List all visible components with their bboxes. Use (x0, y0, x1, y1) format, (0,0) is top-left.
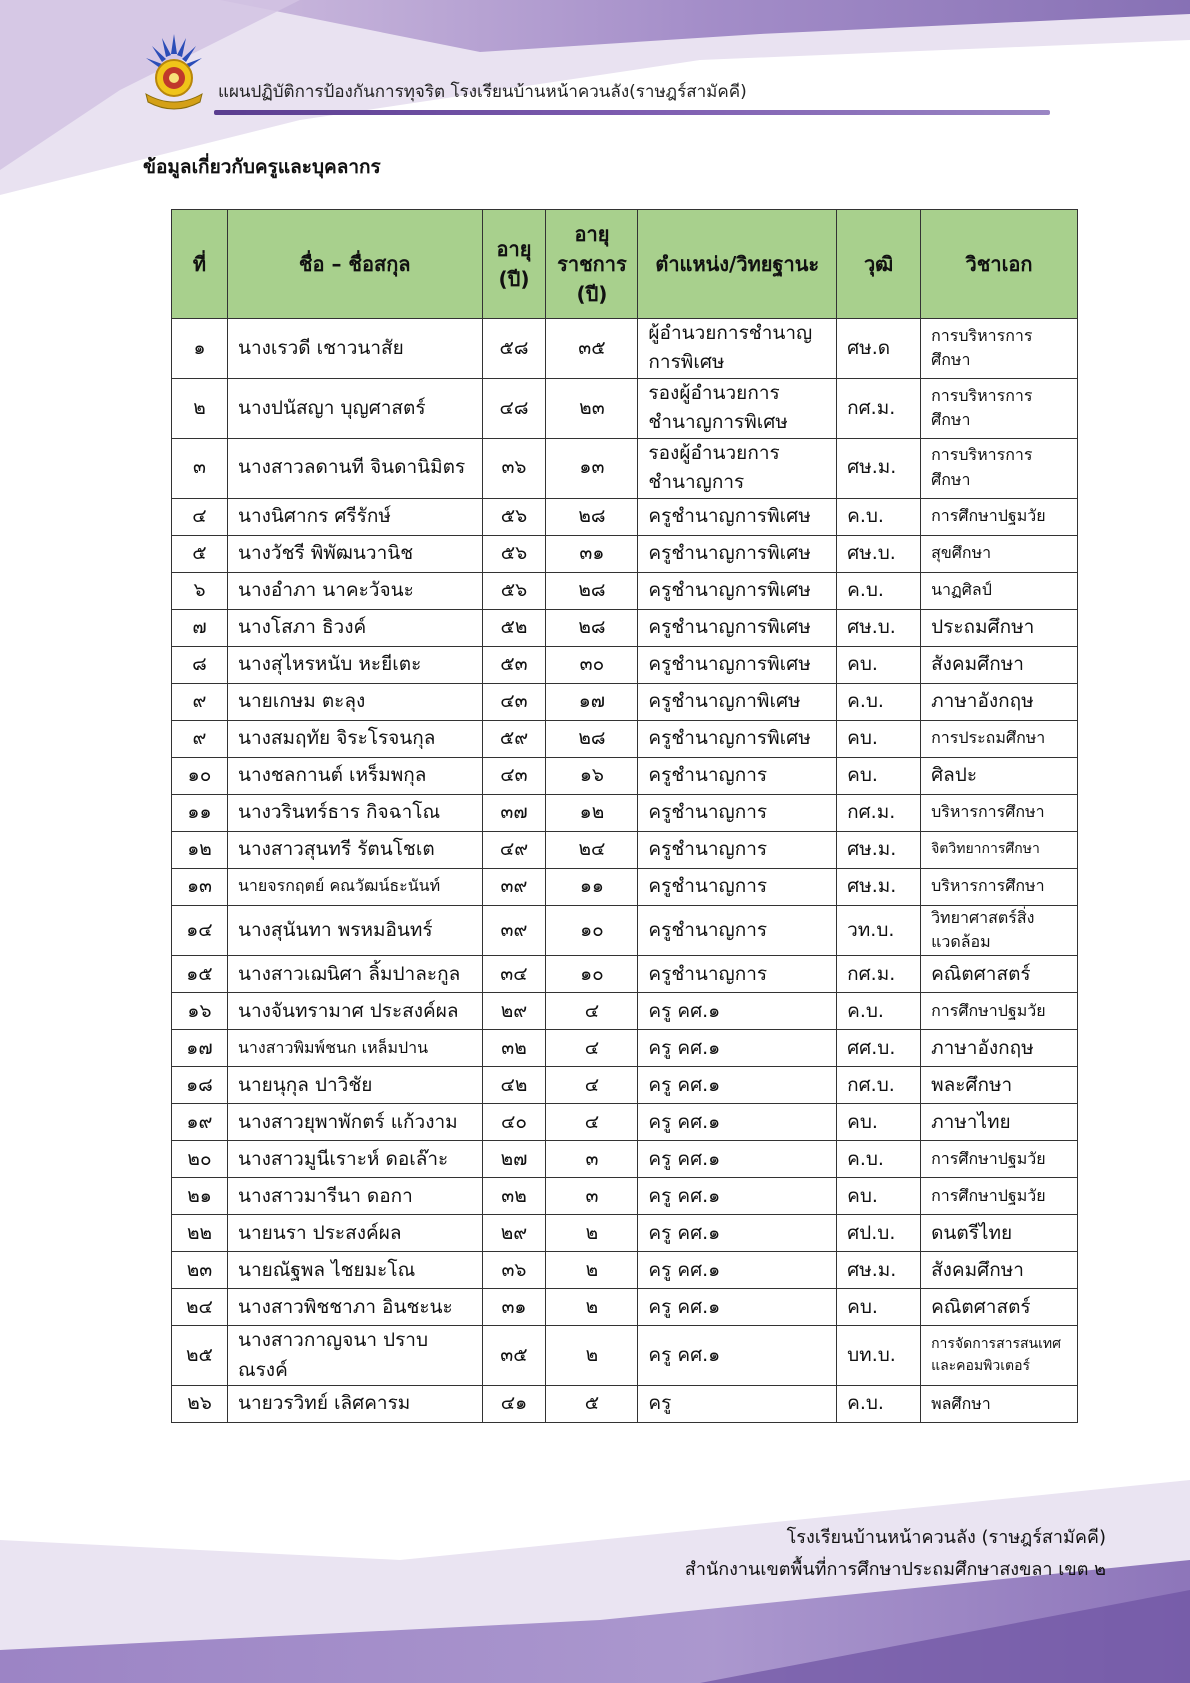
cell-no: ๙ (172, 720, 228, 757)
cell-age: ๓๒ (482, 1178, 546, 1215)
cell-major: บริหารการศึกษา (921, 868, 1078, 905)
table-row (172, 831, 1078, 868)
cell-no: ๒๑ (172, 1178, 228, 1215)
cell-no: ๑๑ (172, 794, 228, 831)
cell-position: ครูชำนาญการพิเศษ (638, 572, 837, 609)
cell-degree: คบ. (837, 646, 921, 683)
cell-position: ครู คศ.๑ (638, 993, 837, 1030)
cell-age: ๓๗ (482, 794, 546, 831)
table-row (172, 956, 1078, 993)
cell-position: ครู คศ.๑ (638, 1178, 837, 1215)
cell-service: ๓๑ (546, 535, 638, 572)
cell-service: ๑๐ (546, 905, 638, 956)
cell-position: ครูชำนาญกาพิเศษ (638, 683, 837, 720)
cell-major: พลศึกษา (921, 1386, 1078, 1423)
header-degree: วุฒิ (837, 210, 921, 319)
cell-position: ครูชำนาญการ (638, 757, 837, 794)
cell-degree: ศษ.ด (837, 319, 921, 379)
cell-position: ครูชำนาญการ (638, 794, 837, 831)
header-service-line1: อายุ (574, 222, 610, 246)
table-row (172, 572, 1078, 609)
cell-position: ครู คศ.๑ (638, 1030, 837, 1067)
cell-degree: ศษ.ม. (837, 831, 921, 868)
cell-service: ๓ (546, 1141, 638, 1178)
cell-age: ๔๘ (482, 378, 546, 438)
table-row (172, 1178, 1078, 1215)
cell-age: ๕๙ (482, 720, 546, 757)
cell-position: ครูชำนาญการพิเศษ (638, 609, 837, 646)
cell-name: นางอำภา นาคะวัจนะ (227, 572, 482, 609)
cell-major: การบริหารการศึกษา (921, 319, 1078, 379)
cell-major: การศึกษาปฐมวัย (921, 498, 1078, 535)
header-age (482, 210, 546, 319)
cell-position: ครูชำนาญการ (638, 868, 837, 905)
cell-service: ๓๐ (546, 646, 638, 683)
cell-position: ครู คศ.๑ (638, 1326, 837, 1386)
cell-no: ๘ (172, 646, 228, 683)
table-row (172, 1289, 1078, 1326)
cell-major: นาฏศิลป์ (921, 572, 1078, 609)
table-row (172, 794, 1078, 831)
page-footer (685, 1522, 1106, 1585)
cell-no: ๒๒ (172, 1215, 228, 1252)
cell-no: ๑๘ (172, 1067, 228, 1104)
header-age-line1: อายุ (496, 237, 532, 261)
cell-age: ๓๖ (482, 438, 546, 498)
cell-no: ๒๔ (172, 1289, 228, 1326)
cell-name: นางสาวเฌนิศา ลิ้มปาละกูล (227, 956, 482, 993)
cell-no: ๕ (172, 535, 228, 572)
cell-name: นางสาวสุนทรี รัตนโชเต (227, 831, 482, 868)
cell-degree: คบ. (837, 1178, 921, 1215)
cell-no: ๑๐ (172, 757, 228, 794)
table-row (172, 720, 1078, 757)
header-major: วิชาเอก (921, 210, 1078, 319)
cell-degree: ศป.บ. (837, 1215, 921, 1252)
cell-service: ๑๒ (546, 794, 638, 831)
page-header (140, 32, 920, 112)
cell-position: ครู คศ.๑ (638, 1067, 837, 1104)
cell-major: ภาษาอังกฤษ (921, 683, 1078, 720)
cell-major: การประถมศึกษา (921, 720, 1078, 757)
cell-degree: คบ. (837, 1289, 921, 1326)
cell-position: รองผู้อำนวยการชำนาญการพิเศษ (638, 378, 837, 438)
cell-service: ๑๗ (546, 683, 638, 720)
table-row (172, 438, 1078, 498)
table-row (172, 683, 1078, 720)
cell-name: นายจรกฤตย์ คณวัฒน์ธะนันท์ (227, 868, 482, 905)
cell-degree: กศ.ม. (837, 956, 921, 993)
cell-name: นางวรินทร์ธาร กิจฉาโณ (227, 794, 482, 831)
cell-no: ๒๐ (172, 1141, 228, 1178)
cell-service: ๒ (546, 1215, 638, 1252)
header-position: ตำแหน่ง/วิทยฐานะ (638, 210, 837, 319)
cell-age: ๓๔ (482, 956, 546, 993)
cell-degree: กศ.บ. (837, 1067, 921, 1104)
cell-service: ๒๔ (546, 831, 638, 868)
cell-degree: ศษ.บ. (837, 609, 921, 646)
cell-position: ครู คศ.๑ (638, 1141, 837, 1178)
cell-name: นางสาวยุพาพักตร์ แก้วงาม (227, 1104, 482, 1141)
cell-name: นางสาวพิมพ์ชนก เหล็มปาน (227, 1030, 482, 1067)
header-age-line2: (ปี) (498, 267, 530, 291)
cell-major: ดนตรีไทย (921, 1215, 1078, 1252)
cell-degree: ศศ.บ. (837, 1030, 921, 1067)
footer-office-name: สำนักงานเขตพื้นที่การศึกษาประถมศึกษาสงขลา เขต ๒ (684, 1558, 1106, 1580)
cell-position: ผู้อำนวยการชำนาญการพิเศษ (638, 319, 837, 379)
cell-age: ๒๙ (482, 1215, 546, 1252)
cell-major: บริหารการศึกษา (921, 794, 1078, 831)
cell-service: ๓ (546, 1178, 638, 1215)
cell-name: นายนุกุล ปาวิชัย (227, 1067, 482, 1104)
cell-age: ๕๖ (482, 498, 546, 535)
cell-age: ๔๓ (482, 757, 546, 794)
cell-major: การจัดการสารสนเทศและคอมพิวเตอร์ (921, 1326, 1078, 1386)
cell-service: ๒ (546, 1289, 638, 1326)
cell-age: ๒๙ (482, 993, 546, 1030)
cell-age: ๓๑ (482, 1289, 546, 1326)
cell-name: นางสาวกาญจนา ปราบณรงค์ (227, 1326, 482, 1386)
cell-age: ๕๖ (482, 572, 546, 609)
cell-no: ๓ (172, 438, 228, 498)
cell-position: รองผู้อำนวยการชำนาญการ (638, 438, 837, 498)
cell-age: ๕๖ (482, 535, 546, 572)
cell-degree: คบ. (837, 757, 921, 794)
cell-major: การบริหารการศึกษา (921, 378, 1078, 438)
cell-age: ๔๒ (482, 1067, 546, 1104)
cell-service: ๕ (546, 1386, 638, 1423)
table-row (172, 1030, 1078, 1067)
cell-position: ครูชำนาญการ (638, 831, 837, 868)
cell-age: ๓๙ (482, 905, 546, 956)
cell-name: นายณัฐพล ไชยมะโณ (227, 1252, 482, 1289)
cell-age: ๓๒ (482, 1030, 546, 1067)
header-name: ชื่อ – ชื่อสกุล (227, 210, 482, 319)
table-row (172, 319, 1078, 379)
cell-name: นายเกษม ตะลุง (227, 683, 482, 720)
cell-major: การศึกษาปฐมวัย (921, 1141, 1078, 1178)
cell-no: ๔ (172, 498, 228, 535)
cell-service: ๒๘ (546, 572, 638, 609)
cell-age: ๕๓ (482, 646, 546, 683)
cell-name: นายวรวิทย์ เลิศคารม (227, 1386, 482, 1423)
table-row (172, 993, 1078, 1030)
cell-no: ๒ (172, 378, 228, 438)
cell-major: สังคมศึกษา (921, 646, 1078, 683)
cell-degree: กศ.ม. (837, 378, 921, 438)
cell-major: สุขศึกษา (921, 535, 1078, 572)
cell-no: ๑ (172, 319, 228, 379)
table-row (172, 1386, 1078, 1423)
cell-age: ๓๖ (482, 1252, 546, 1289)
cell-service: ๒ (546, 1252, 638, 1289)
header-divider (214, 110, 1050, 115)
staff-table (171, 209, 1078, 1423)
cell-major: สังคมศึกษา (921, 1252, 1078, 1289)
cell-degree: ศษ.ม. (837, 1252, 921, 1289)
cell-degree: ค.บ. (837, 683, 921, 720)
table-row (172, 1215, 1078, 1252)
cell-service: ๔ (546, 1030, 638, 1067)
cell-no: ๗ (172, 609, 228, 646)
cell-name: นางสาวมูนีเราะห์ ดอเล๊าะ (227, 1141, 482, 1178)
school-emblem-icon (140, 32, 208, 110)
cell-no: ๒๓ (172, 1252, 228, 1289)
header-service (546, 210, 638, 319)
cell-degree: วท.บ. (837, 905, 921, 956)
cell-major: จิตวิทยาการศึกษา (921, 831, 1078, 868)
cell-position: ครู คศ.๑ (638, 1104, 837, 1141)
section-title: ข้อมูลเกี่ยวกับครูและบุคลากร (143, 156, 381, 178)
cell-position: ครูชำนาญการพิเศษ (638, 535, 837, 572)
cell-name: นางจันทรามาศ ประสงค์ผล (227, 993, 482, 1030)
cell-name: นางสาวลดานที จินดานิมิตร (227, 438, 482, 498)
table-row (172, 378, 1078, 438)
header-title: แผนปฏิบัติการป้องกันการทุจริต โรงเรียนบ้านหน้าควนลัง(ราษฎร์สามัคคี) (218, 82, 747, 102)
cell-age: ๒๗ (482, 1141, 546, 1178)
cell-service: ๑๖ (546, 757, 638, 794)
cell-major: วิทยาศาสตร์สิ่งแวดล้อม (921, 905, 1078, 956)
cell-no: ๖ (172, 572, 228, 609)
table-header-row (172, 210, 1078, 319)
cell-position: ครู คศ.๑ (638, 1289, 837, 1326)
cell-position: ครู คศ.๑ (638, 1252, 837, 1289)
cell-age: ๓๙ (482, 868, 546, 905)
cell-degree: ค.บ. (837, 1141, 921, 1178)
cell-no: ๑๒ (172, 831, 228, 868)
cell-service: ๑๑ (546, 868, 638, 905)
table-row (172, 1141, 1078, 1178)
cell-age: ๔๙ (482, 831, 546, 868)
cell-major: ภาษาไทย (921, 1104, 1078, 1141)
cell-degree: ศษ.บ. (837, 535, 921, 572)
cell-position: ครู (638, 1386, 837, 1423)
cell-no: ๙ (172, 683, 228, 720)
cell-no: ๑๓ (172, 868, 228, 905)
cell-name: นางโสภา ธิวงค์ (227, 609, 482, 646)
cell-major: ภาษาอังกฤษ (921, 1030, 1078, 1067)
cell-service: ๒๘ (546, 498, 638, 535)
table-row (172, 1252, 1078, 1289)
cell-major: ประถมศึกษา (921, 609, 1078, 646)
cell-degree: ค.บ. (837, 572, 921, 609)
cell-degree: ค.บ. (837, 498, 921, 535)
cell-no: ๒๖ (172, 1386, 228, 1423)
cell-service: ๔ (546, 1067, 638, 1104)
cell-service: ๒๘ (546, 609, 638, 646)
table-row (172, 757, 1078, 794)
table-row (172, 905, 1078, 956)
cell-service: ๒๘ (546, 720, 638, 757)
table-row (172, 1067, 1078, 1104)
cell-no: ๑๗ (172, 1030, 228, 1067)
cell-service: ๒๓ (546, 378, 638, 438)
cell-name: นายนรา ประสงค์ผล (227, 1215, 482, 1252)
cell-no: ๑๙ (172, 1104, 228, 1141)
cell-no: ๑๕ (172, 956, 228, 993)
cell-name: นางนิศากร ศรีรักษ์ (227, 498, 482, 535)
cell-degree: ศษ.ม. (837, 438, 921, 498)
cell-age: ๔๑ (482, 1386, 546, 1423)
cell-position: ครู คศ.๑ (638, 1215, 837, 1252)
cell-position: ครูชำนาญการพิเศษ (638, 720, 837, 757)
cell-position: ครูชำนาญการ (638, 956, 837, 993)
cell-age: ๕๒ (482, 609, 546, 646)
cell-name: นางสุนันทา พรหมอินทร์ (227, 905, 482, 956)
cell-major: ศิลปะ (921, 757, 1078, 794)
cell-degree: คบ. (837, 1104, 921, 1141)
cell-degree: คบ. (837, 720, 921, 757)
cell-no: ๑๔ (172, 905, 228, 956)
cell-major: คณิตศาสตร์ (921, 1289, 1078, 1326)
cell-degree: กศ.ม. (837, 794, 921, 831)
table-row (172, 1326, 1078, 1386)
cell-major: การศึกษาปฐมวัย (921, 1178, 1078, 1215)
table-row (172, 535, 1078, 572)
cell-name: นางปนัสญา บุญศาสตร์ (227, 378, 482, 438)
header-service-line3: (ปี) (576, 282, 608, 306)
cell-degree: ค.บ. (837, 993, 921, 1030)
cell-service: ๔ (546, 993, 638, 1030)
cell-service: ๑๓ (546, 438, 638, 498)
header-service-line2: ราชการ (557, 252, 627, 276)
cell-service: ๓๕ (546, 319, 638, 379)
cell-position: ครูชำนาญการพิเศษ (638, 646, 837, 683)
cell-no: ๒๕ (172, 1326, 228, 1386)
cell-degree: ค.บ. (837, 1386, 921, 1423)
cell-name: นางสาวพิชชาภา อินชะนะ (227, 1289, 482, 1326)
cell-service: ๔ (546, 1104, 638, 1141)
cell-name: นางเรวดี เชาวนาสัย (227, 319, 482, 379)
table-row (172, 868, 1078, 905)
cell-service: ๒ (546, 1326, 638, 1386)
cell-age: ๕๘ (482, 319, 546, 379)
cell-degree: บท.บ. (837, 1326, 921, 1386)
cell-position: ครูชำนาญการ (638, 905, 837, 956)
footer-school-name: โรงเรียนบ้านหน้าควนลัง (ราษฎร์สามัคคี) (786, 1527, 1106, 1548)
cell-degree: ศษ.ม. (837, 868, 921, 905)
table-row (172, 646, 1078, 683)
cell-name: นางสมฤทัย จิระโรจนกุล (227, 720, 482, 757)
cell-age: ๔๐ (482, 1104, 546, 1141)
cell-name: นางสาวมารีนา ดอกา (227, 1178, 482, 1215)
table-row (172, 609, 1078, 646)
cell-major: พละศึกษา (921, 1067, 1078, 1104)
cell-no: ๑๖ (172, 993, 228, 1030)
cell-service: ๑๐ (546, 956, 638, 993)
cell-major: การบริหารการศึกษา (921, 438, 1078, 498)
cell-age: ๓๕ (482, 1326, 546, 1386)
cell-major: คณิตศาสตร์ (921, 956, 1078, 993)
cell-name: นางชลกานต์ เหร็มพกุล (227, 757, 482, 794)
cell-major: การศึกษาปฐมวัย (921, 993, 1078, 1030)
cell-age: ๔๓ (482, 683, 546, 720)
cell-name: นางสุไหรหนับ หะยีเตะ (227, 646, 482, 683)
table-row (172, 498, 1078, 535)
cell-name: นางวัชรี พิพัฒนวานิช (227, 535, 482, 572)
table-row (172, 1104, 1078, 1141)
header-no: ที่ (172, 210, 228, 319)
cell-position: ครูชำนาญการพิเศษ (638, 498, 837, 535)
